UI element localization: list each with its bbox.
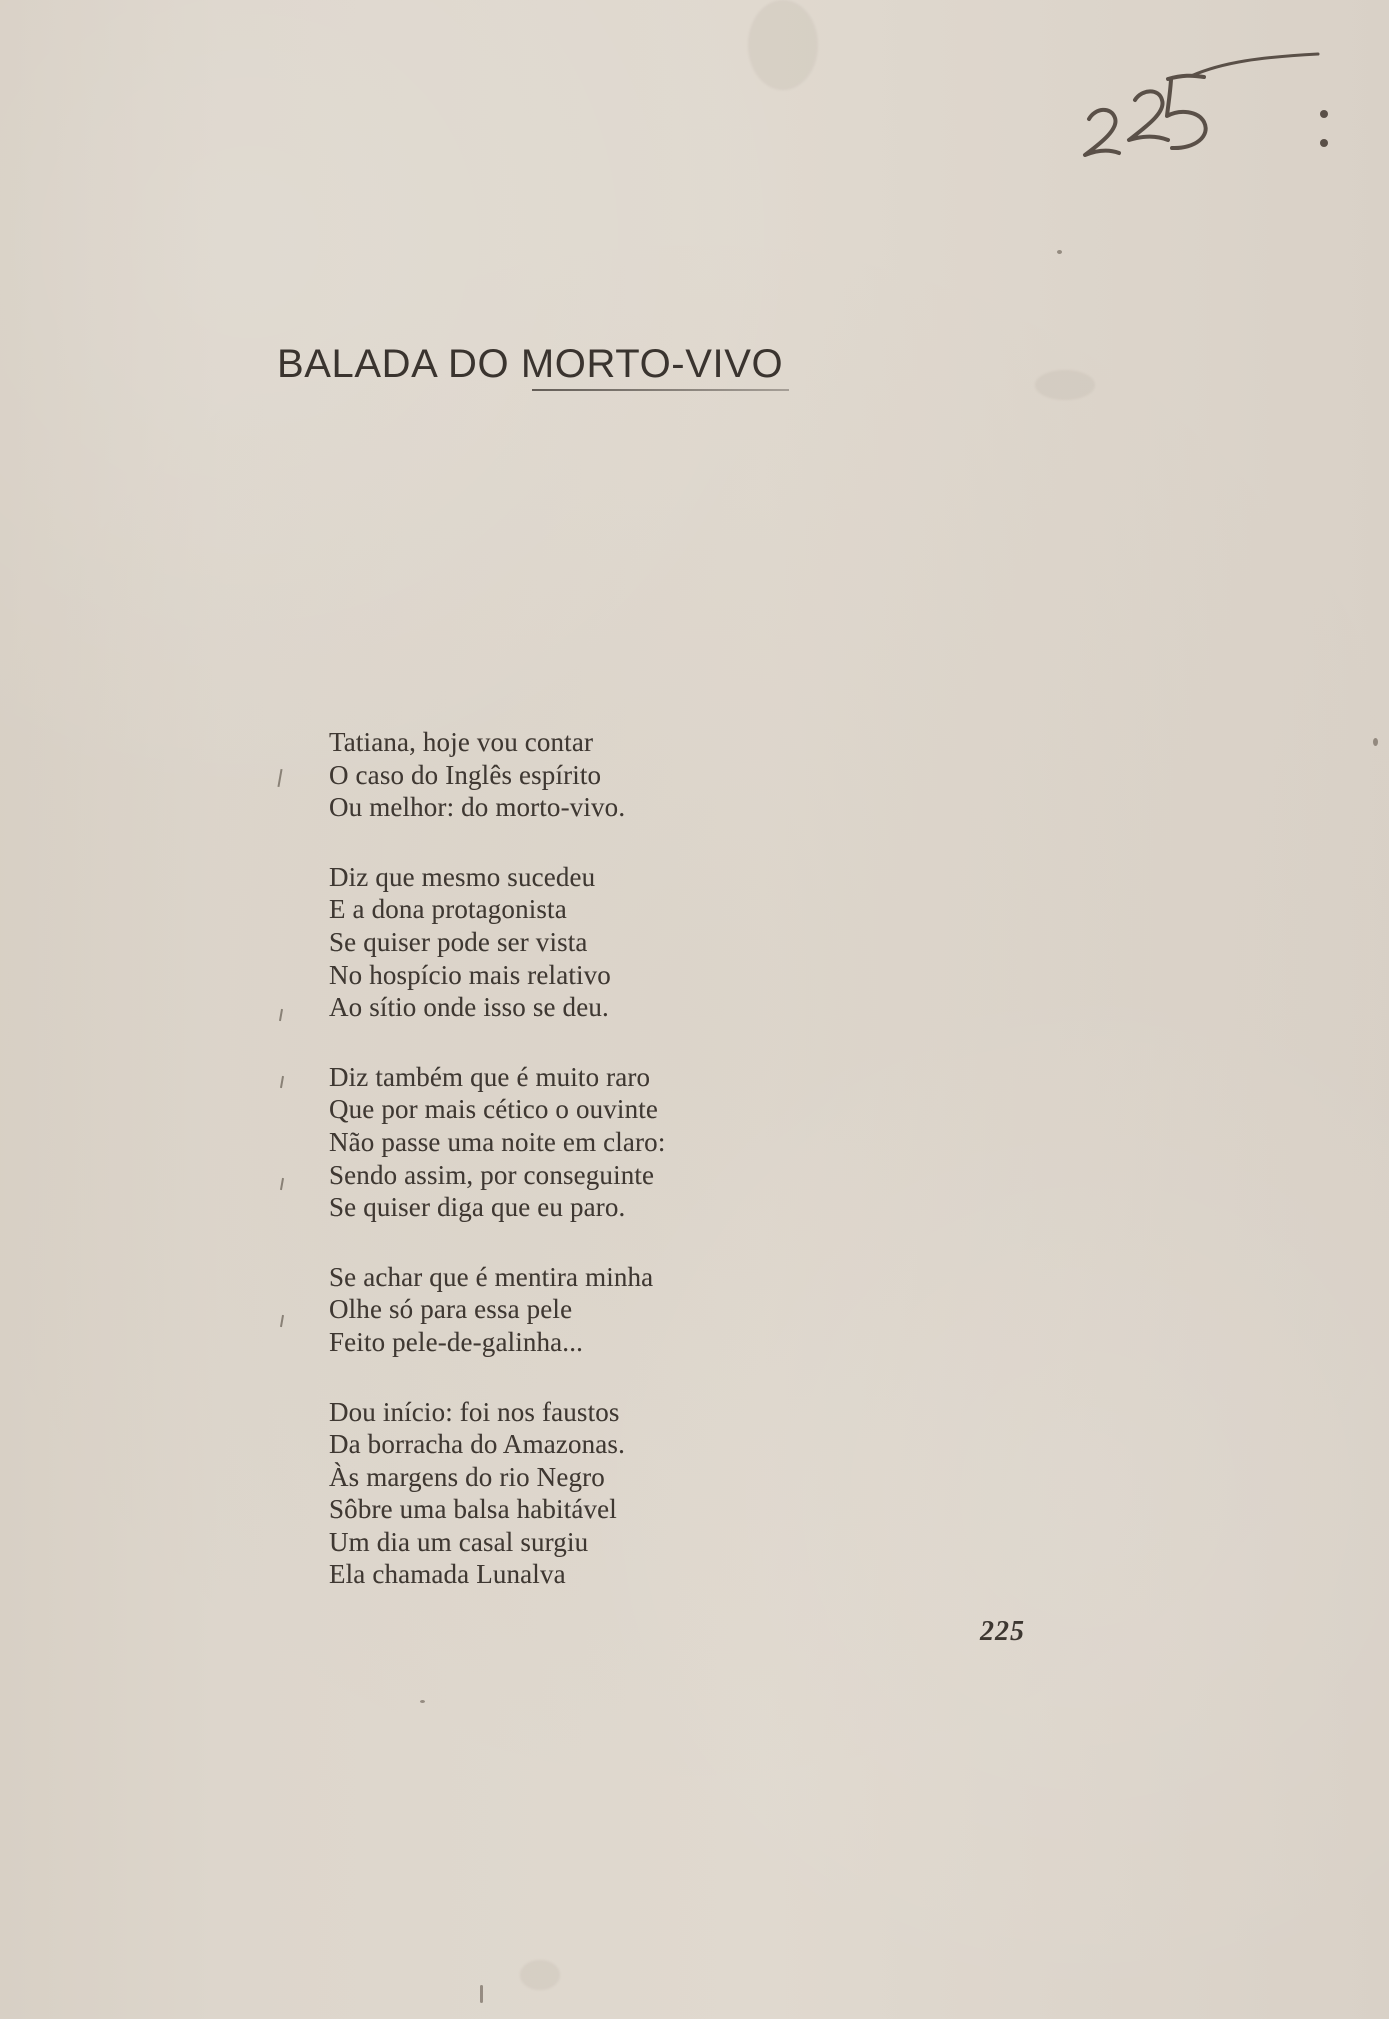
title-underline [532, 389, 789, 391]
paper-smudge [748, 0, 818, 90]
paper-smudge [520, 1960, 560, 1990]
paper-smudge [1035, 370, 1095, 400]
stanza [329, 1061, 889, 1224]
poem-line: Se achar que é mentira minha [329, 1261, 654, 1292]
poem-line: Um dia um casal surgiu [329, 1526, 589, 1557]
poem-line: E a dona protagonista [329, 894, 567, 925]
poem-line: Ela chamada Lunalva [329, 1559, 566, 1590]
printed-page-number: 225 [980, 1616, 1025, 1647]
poem-body [329, 726, 889, 1628]
paper-speck [420, 1700, 425, 1703]
margin-mark [280, 1076, 284, 1088]
poem-line: Diz que mesmo sucedeu [329, 861, 596, 892]
poem-line: Se quiser pode ser vista [329, 926, 588, 957]
poem-line: No hospício mais relativo [329, 959, 611, 990]
margin-mark [280, 1315, 284, 1327]
poem-line: Da borracha do Amazonas. [329, 1429, 625, 1460]
poem-line: Feito pele-de-galinha... [329, 1326, 584, 1357]
paper-speck [1373, 738, 1378, 746]
poem-line: Não passe uma noite em claro: [329, 1126, 666, 1157]
paper-speck [1057, 250, 1062, 254]
stanza [329, 726, 889, 824]
poem-line: Olhe só para essa pele [329, 1294, 573, 1325]
poem-line: Ou melhor: do morto-vivo. [329, 792, 626, 823]
margin-mark [279, 1009, 283, 1021]
poem-line: Às margens do rio Negro [329, 1461, 605, 1492]
poem-line: Ao sítio onde isso se deu. [329, 992, 609, 1023]
poem-line: Diz também que é muito raro [329, 1061, 651, 1092]
paper-speck [480, 1985, 483, 2003]
handwritten-page-number [1080, 52, 1335, 162]
poem-line: O caso do Inglês espírito [329, 759, 602, 790]
poem-line: Que por mais cético o ouvinte [329, 1094, 659, 1125]
stanza [329, 861, 889, 1024]
stanza [329, 1396, 889, 1592]
poem-line: Dou início: foi nos faustos [329, 1396, 620, 1427]
handwritten-page-number-graphic [1080, 52, 1335, 162]
poem-line: Se quiser diga que eu paro. [329, 1192, 626, 1223]
margin-mark [280, 1178, 284, 1190]
poem-line: Sôbre uma balsa habitável [329, 1494, 617, 1525]
margin-mark [277, 769, 282, 787]
poem-line: Tatiana, hoje vou contar [329, 727, 594, 757]
poem-line: Sendo assim, por conseguinte [329, 1159, 655, 1190]
poem-title: BALADA DO MORTO-VIVO [277, 342, 784, 386]
stanza [329, 1261, 889, 1359]
